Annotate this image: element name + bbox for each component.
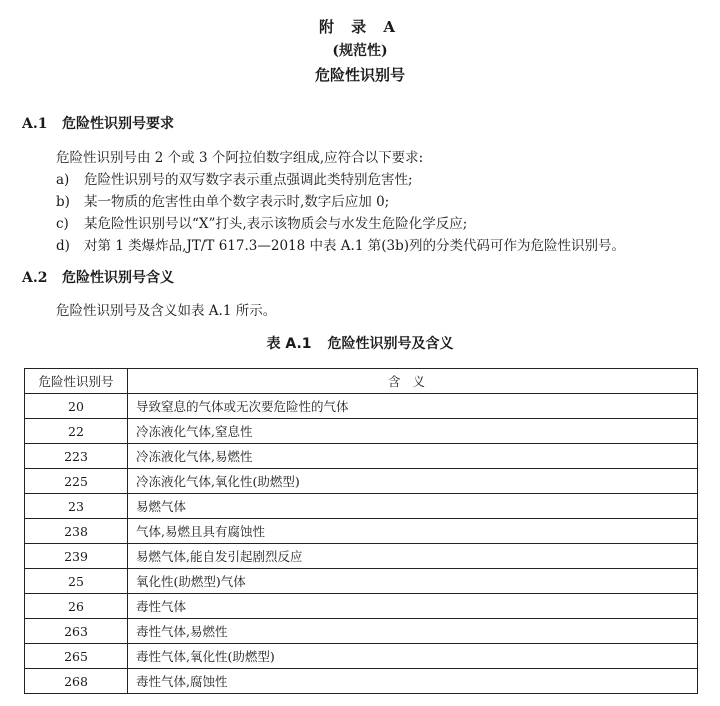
table-row — [25, 444, 698, 469]
hazard-code-cell: 265 — [25, 644, 128, 669]
list-marker: b) — [56, 194, 70, 210]
hazard-meaning-cell: 毒性气体,易燃性 — [128, 619, 698, 644]
hazard-meaning-cell: 易燃气体,能自发引起剧烈反应 — [128, 544, 698, 569]
table-header-row — [25, 369, 698, 394]
hazard-meaning-cell: 毒性气体 — [128, 594, 698, 619]
list-item — [56, 168, 413, 188]
section-heading-a2 — [22, 267, 174, 287]
table-caption-title: 危险性识别号及含义 — [327, 336, 454, 352]
list-marker: a) — [56, 172, 70, 188]
table-row — [25, 419, 698, 444]
hazard-meaning-cell: 冷冻液化气体,易燃性 — [128, 444, 698, 469]
list-text: 对第 1 类爆炸品,JT/T 617.3—2018 中表 A.1 第(3b)列的分类代码可作为危险性识别号。 — [84, 238, 625, 254]
section-number: A.2 — [22, 270, 48, 286]
hazard-code-cell: 263 — [25, 619, 128, 644]
hazard-code-cell: 20 — [25, 394, 128, 419]
hazard-code-cell: 238 — [25, 519, 128, 544]
list-text: 某危险性识别号以“X”打头,表示该物质会与水发生危险化学反应; — [84, 216, 468, 232]
table-row — [25, 644, 698, 669]
column-header-code: 危险性识别号 — [25, 369, 128, 394]
hazard-code-cell: 26 — [25, 594, 128, 619]
table-row — [25, 394, 698, 419]
list-marker: d) — [56, 238, 70, 254]
table-row — [25, 494, 698, 519]
appendix-subtitle: (规范性) — [332, 43, 388, 59]
hazard-meaning-cell: 导致窒息的气体或无次要危险性的气体 — [128, 394, 698, 419]
hazard-code-cell: 239 — [25, 544, 128, 569]
hazard-meaning-cell: 氧化性(助燃型)气体 — [128, 569, 698, 594]
list-item — [56, 190, 389, 210]
hazard-code-cell: 225 — [25, 469, 128, 494]
table-row — [25, 594, 698, 619]
list-item — [56, 212, 467, 232]
table-row — [25, 569, 698, 594]
hazard-code-cell: 22 — [25, 419, 128, 444]
hazard-id-table — [24, 368, 698, 694]
hazard-code-cell: 25 — [25, 569, 128, 594]
table-row — [25, 544, 698, 569]
section-title: 危险性识别号要求 — [62, 116, 174, 132]
list-text: 危险性识别号的双写数字表示重点强调此类特别危害性; — [84, 172, 413, 188]
list-marker: c) — [56, 216, 69, 232]
table-row — [25, 619, 698, 644]
appendix-title: 附 录 A — [318, 18, 402, 36]
table-caption-number: 表 A.1 — [266, 336, 312, 352]
list-item — [56, 234, 625, 254]
list-text: 某一物质的危害性由单个数字表示时,数字后应加 0; — [84, 194, 390, 210]
hazard-code-cell: 23 — [25, 494, 128, 519]
section-intro-a1: 危险性识别号由 2 个或 3 个阿拉伯数字组成,应符合以下要求: — [56, 150, 424, 166]
hazard-meaning-cell: 毒性气体,腐蚀性 — [128, 669, 698, 694]
hazard-code-cell: 223 — [25, 444, 128, 469]
table-row — [25, 669, 698, 694]
column-header-meaning: 含义 — [128, 369, 698, 394]
hazard-code-cell: 268 — [25, 669, 128, 694]
section-number: A.1 — [22, 116, 48, 132]
section-intro-a2: 危险性识别号及含义如表 A.1 所示。 — [56, 303, 277, 319]
section-title: 危险性识别号含义 — [62, 270, 174, 286]
hazard-meaning-cell: 毒性气体,氧化性(助燃型) — [128, 644, 698, 669]
hazard-meaning-cell: 易燃气体 — [128, 494, 698, 519]
section-heading-a1 — [22, 113, 174, 133]
table-row — [25, 519, 698, 544]
table-row — [25, 469, 698, 494]
table-caption — [0, 333, 720, 353]
appendix-name: 危险性识别号 — [314, 66, 405, 84]
hazard-meaning-cell: 冷冻液化气体,窒息性 — [128, 419, 698, 444]
hazard-meaning-cell: 气体,易燃且具有腐蚀性 — [128, 519, 698, 544]
hazard-meaning-cell: 冷冻液化气体,氧化性(助燃型) — [128, 469, 698, 494]
